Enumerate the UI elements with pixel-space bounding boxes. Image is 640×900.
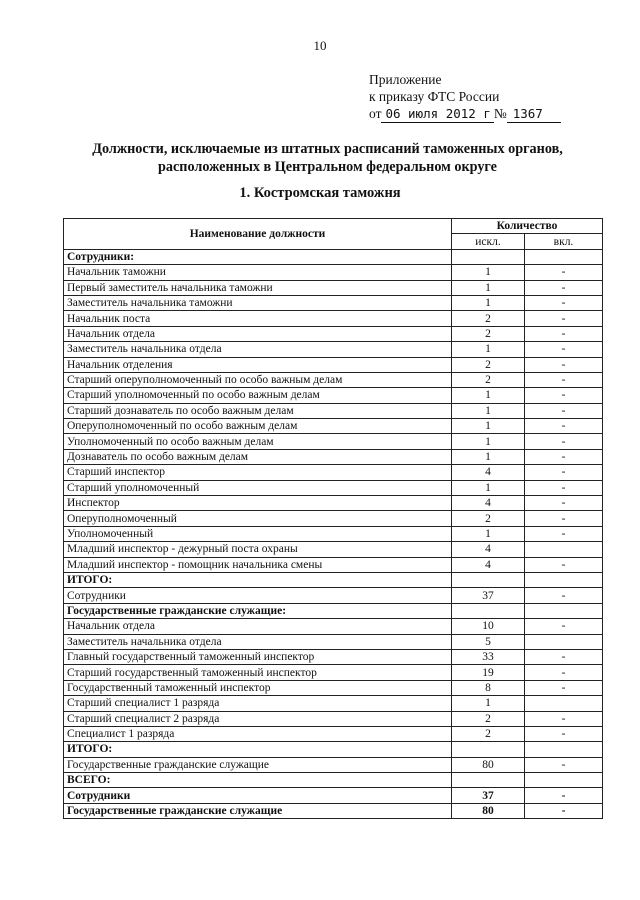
- included-count-cell: -: [525, 403, 603, 418]
- excluded-count-cell: 5: [452, 634, 525, 649]
- included-count-cell: -: [525, 342, 603, 357]
- excluded-count-cell: 1: [452, 403, 525, 418]
- table-row: [64, 249, 603, 264]
- excluded-count-cell: 19: [452, 665, 525, 680]
- excluded-count-cell: 1: [452, 280, 525, 295]
- table-body: [64, 249, 603, 818]
- position-name-cell: ВСЕГО:: [64, 773, 452, 788]
- table-row: [64, 342, 603, 357]
- position-name-cell: Начальник отдела: [64, 619, 452, 634]
- position-name-cell: Старший государственный таможенный инспектор: [64, 665, 452, 680]
- included-count-cell: [525, 542, 603, 557]
- header-included: вкл.: [525, 234, 603, 249]
- position-name-cell: Старший специалист 1 разряда: [64, 696, 452, 711]
- excluded-count-cell: 2: [452, 711, 525, 726]
- included-count-cell: -: [525, 496, 603, 511]
- included-count-cell: [525, 249, 603, 264]
- excluded-count-cell: 2: [452, 726, 525, 741]
- table-row: [64, 434, 603, 449]
- excluded-count-cell: 2: [452, 357, 525, 372]
- included-count-cell: -: [525, 419, 603, 434]
- appendix-order-ref: к приказу ФТС России: [369, 89, 500, 104]
- position-name-cell: Уполномоченный: [64, 526, 452, 541]
- table-row: [64, 526, 603, 541]
- table-row: [64, 696, 603, 711]
- header-excluded: искл.: [452, 234, 525, 249]
- excluded-count-cell: 2: [452, 511, 525, 526]
- order-prefix: от: [369, 106, 382, 121]
- table-row: [64, 388, 603, 403]
- excluded-count-cell: [452, 249, 525, 264]
- appendix-block: [369, 71, 561, 123]
- included-count-cell: -: [525, 480, 603, 495]
- excluded-count-cell: 4: [452, 496, 525, 511]
- included-count-cell: [525, 773, 603, 788]
- included-count-cell: -: [525, 711, 603, 726]
- table-row: [64, 311, 603, 326]
- position-name-cell: Главный государственный таможенный инспектор: [64, 649, 452, 664]
- excluded-count-cell: 37: [452, 588, 525, 603]
- included-count-cell: -: [525, 557, 603, 572]
- excluded-count-cell: 1: [452, 480, 525, 495]
- included-count-cell: -: [525, 680, 603, 695]
- position-name-cell: Старший уполномоченный по особо важным делам: [64, 388, 452, 403]
- included-count-cell: -: [525, 265, 603, 280]
- header-quantity: Количество: [452, 219, 603, 234]
- position-name-cell: Дознаватель по особо важным делам: [64, 449, 452, 464]
- position-name-cell: Начальник поста: [64, 311, 452, 326]
- table-row: [64, 465, 603, 480]
- included-count-cell: -: [525, 757, 603, 772]
- included-count-cell: -: [525, 357, 603, 372]
- table-row: [64, 711, 603, 726]
- table-row: [64, 588, 603, 603]
- table-row: [64, 265, 603, 280]
- table-row: [64, 542, 603, 557]
- included-count-cell: -: [525, 511, 603, 526]
- excluded-count-cell: 33: [452, 649, 525, 664]
- table-row: [64, 726, 603, 741]
- table-row: [64, 619, 603, 634]
- included-count-cell: -: [525, 311, 603, 326]
- excluded-count-cell: 1: [452, 449, 525, 464]
- table-row: [64, 680, 603, 695]
- excluded-count-cell: 1: [452, 419, 525, 434]
- excluded-count-cell: 1: [452, 696, 525, 711]
- excluded-count-cell: 8: [452, 680, 525, 695]
- included-count-cell: [525, 634, 603, 649]
- position-name-cell: Младший инспектор - дежурный поста охраны: [64, 542, 452, 557]
- appendix-label: Приложение: [369, 72, 442, 87]
- order-number-sign: №: [493, 106, 507, 121]
- excluded-count-cell: 2: [452, 372, 525, 387]
- excluded-count-cell: 4: [452, 557, 525, 572]
- table-row: [64, 603, 603, 618]
- table-row: [64, 788, 603, 803]
- excluded-count-cell: 4: [452, 465, 525, 480]
- table-row: [64, 511, 603, 526]
- position-name-cell: Старший дознаватель по особо важным делам: [64, 403, 452, 418]
- table-row: [64, 634, 603, 649]
- position-name-cell: Заместитель начальника таможни: [64, 295, 452, 310]
- included-count-cell: -: [525, 388, 603, 403]
- order-date-line: [369, 105, 561, 123]
- included-count-cell: -: [525, 465, 603, 480]
- excluded-count-cell: [452, 603, 525, 618]
- position-name-cell: ИТОГО:: [64, 572, 452, 587]
- document-title-line-2: расположенных в Центральном федеральном округе: [158, 159, 497, 175]
- position-name-cell: Государственные гражданские служащие: [64, 803, 452, 818]
- position-name-cell: Начальник отделения: [64, 357, 452, 372]
- table-row: [64, 449, 603, 464]
- position-name-cell: Заместитель начальника отдела: [64, 634, 452, 649]
- order-date: 06 июля 2012 г: [381, 105, 493, 123]
- excluded-count-cell: 1: [452, 526, 525, 541]
- excluded-count-cell: 10: [452, 619, 525, 634]
- position-name-cell: Заместитель начальника отдела: [64, 342, 452, 357]
- excluded-count-cell: [452, 742, 525, 757]
- positions-table: [63, 218, 603, 819]
- table-row: [64, 403, 603, 418]
- excluded-count-cell: 37: [452, 788, 525, 803]
- position-name-cell: Старший оперуполномоченный по особо важным делам: [64, 372, 452, 387]
- table-row: [64, 295, 603, 310]
- document-title: [40, 140, 615, 176]
- position-name-cell: Старший инспектор: [64, 465, 452, 480]
- table-row: [64, 803, 603, 818]
- table-row: [64, 757, 603, 772]
- excluded-count-cell: 1: [452, 265, 525, 280]
- position-name-cell: Первый заместитель начальника таможни: [64, 280, 452, 295]
- position-name-cell: Уполномоченный по особо важным делам: [64, 434, 452, 449]
- included-count-cell: [525, 603, 603, 618]
- included-count-cell: -: [525, 372, 603, 387]
- page-number: 10: [313, 38, 327, 53]
- included-count-cell: -: [525, 665, 603, 680]
- included-count-cell: -: [525, 295, 603, 310]
- table-row: [64, 665, 603, 680]
- position-name-cell: Государственный таможенный инспектор: [64, 680, 452, 695]
- table-row: [64, 419, 603, 434]
- position-name-cell: Государственные гражданские служащие:: [64, 603, 452, 618]
- excluded-count-cell: 1: [452, 388, 525, 403]
- included-count-cell: -: [525, 449, 603, 464]
- table-row: [64, 326, 603, 341]
- excluded-count-cell: [452, 773, 525, 788]
- position-name-cell: Начальник таможни: [64, 265, 452, 280]
- table-row: [64, 496, 603, 511]
- position-name-cell: Сотрудники:: [64, 249, 452, 264]
- position-name-cell: Младший инспектор - помощник начальника смены: [64, 557, 452, 572]
- table-row: [64, 357, 603, 372]
- table-row: [64, 280, 603, 295]
- position-name-cell: Специалист 1 разряда: [64, 726, 452, 741]
- position-name-cell: Начальник отдела: [64, 326, 452, 341]
- included-count-cell: [525, 742, 603, 757]
- position-name-cell: Оперуполномоченный по особо важным делам: [64, 419, 452, 434]
- excluded-count-cell: 1: [452, 295, 525, 310]
- position-name-cell: Оперуполномоченный: [64, 511, 452, 526]
- position-name-cell: Старший уполномоченный: [64, 480, 452, 495]
- position-name-cell: Старший специалист 2 разряда: [64, 711, 452, 726]
- table-row: [64, 773, 603, 788]
- included-count-cell: -: [525, 588, 603, 603]
- position-name-cell: ИТОГО:: [64, 742, 452, 757]
- excluded-count-cell: 1: [452, 434, 525, 449]
- included-count-cell: -: [525, 619, 603, 634]
- included-count-cell: -: [525, 326, 603, 341]
- included-count-cell: [525, 572, 603, 587]
- header-position-name: Наименование должности: [64, 219, 452, 250]
- position-name-cell: Сотрудники: [64, 788, 452, 803]
- excluded-count-cell: 1: [452, 342, 525, 357]
- excluded-count-cell: 80: [452, 803, 525, 818]
- included-count-cell: -: [525, 803, 603, 818]
- order-number: 1367: [507, 105, 561, 123]
- excluded-count-cell: 4: [452, 542, 525, 557]
- position-name-cell: Государственные гражданские служащие: [64, 757, 452, 772]
- position-name-cell: Инспектор: [64, 496, 452, 511]
- position-name-cell: Сотрудники: [64, 588, 452, 603]
- included-count-cell: -: [525, 280, 603, 295]
- included-count-cell: -: [525, 788, 603, 803]
- table-row: [64, 742, 603, 757]
- excluded-count-cell: [452, 572, 525, 587]
- excluded-count-cell: 2: [452, 311, 525, 326]
- included-count-cell: -: [525, 526, 603, 541]
- table-row: [64, 557, 603, 572]
- section-title: 1. Костромская таможня: [239, 185, 401, 201]
- table-row: [64, 572, 603, 587]
- excluded-count-cell: 2: [452, 326, 525, 341]
- table-row: [64, 480, 603, 495]
- table-row: [64, 372, 603, 387]
- included-count-cell: -: [525, 649, 603, 664]
- included-count-cell: -: [525, 434, 603, 449]
- included-count-cell: [525, 696, 603, 711]
- included-count-cell: -: [525, 726, 603, 741]
- table-row: [64, 649, 603, 664]
- document-title-line-1: Должности, исключаемые из штатных расписаний таможенных органов,: [92, 141, 563, 157]
- excluded-count-cell: 80: [452, 757, 525, 772]
